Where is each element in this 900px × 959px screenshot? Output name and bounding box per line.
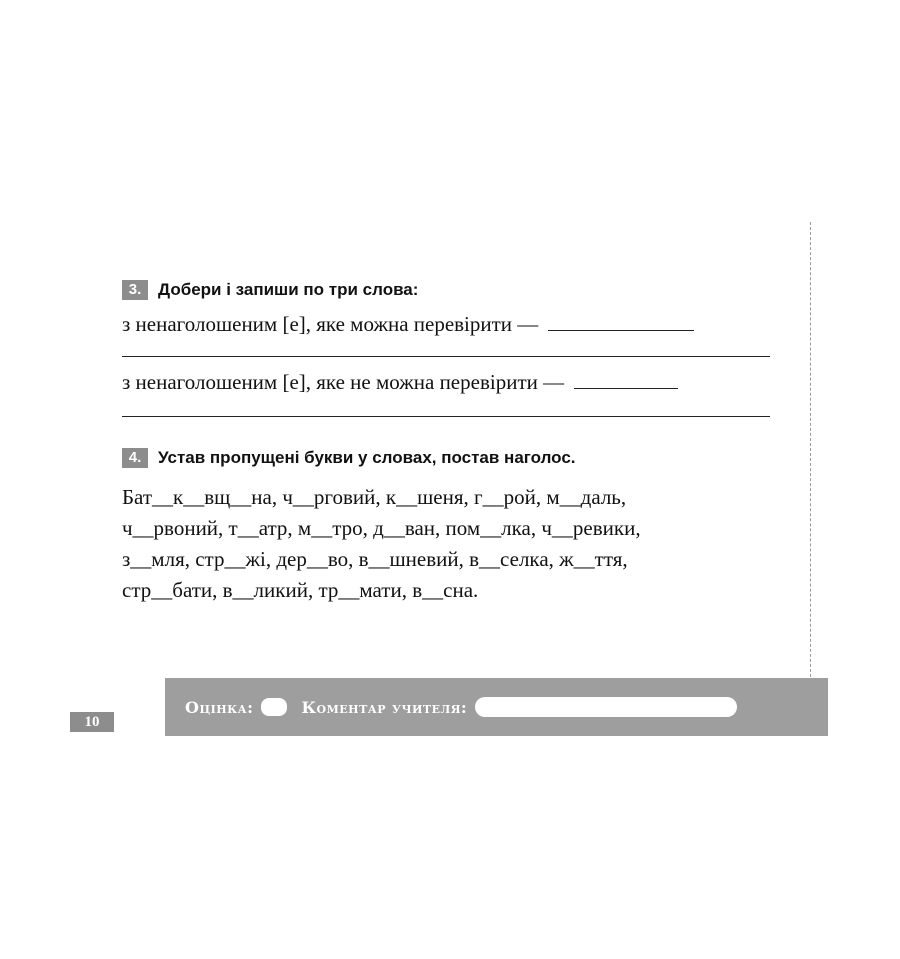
grade-field[interactable] [261,698,287,716]
answer-line-1b[interactable] [122,356,770,357]
task-3-title: Добери і запиши по три слова: [158,280,419,299]
task-4-heading [122,448,576,468]
teacher-comment-field[interactable] [475,697,737,717]
answer-line-1a[interactable] [548,329,694,331]
page-number: 10 [70,712,114,732]
word-line: з__мля, стр__жі, дер__во, в__шневий, в__селка, ж__ття, [122,547,628,571]
task-3-prompt-2: з ненаголошеним [е], яке не можна перевірити — [122,370,565,394]
assessment-bar [165,678,828,736]
task-3-heading [122,280,418,300]
word-line: ч__рвоний, т__атр, м__тро, д__ван, пом__лка, ч__ревики, [122,516,641,540]
word-line: Бат__к__вщ__на, ч__рговий, к__шеня, г__рой, м__даль, [122,485,627,509]
comment-label: Коментар учителя: [301,697,468,717]
task-3-prompt-1: з ненаголошеним [е], яке можна перевірити — [122,312,539,336]
answer-line-2a[interactable] [574,387,678,389]
task-3-row-1 [122,312,694,337]
task-4-words [122,482,782,606]
task-4-title: Устав пропущені букви у словах, постав наголос. [158,448,576,467]
task-3-number: 3. [122,280,148,300]
task-3-row-2 [122,370,678,395]
task-4-number: 4. [122,448,148,468]
grade-label: Оцінка: [185,697,254,717]
answer-line-2b[interactable] [122,416,770,417]
word-line: стр__бати, в__ликий, тр__мати, в__сна. [122,578,479,602]
cut-line [810,222,811,682]
